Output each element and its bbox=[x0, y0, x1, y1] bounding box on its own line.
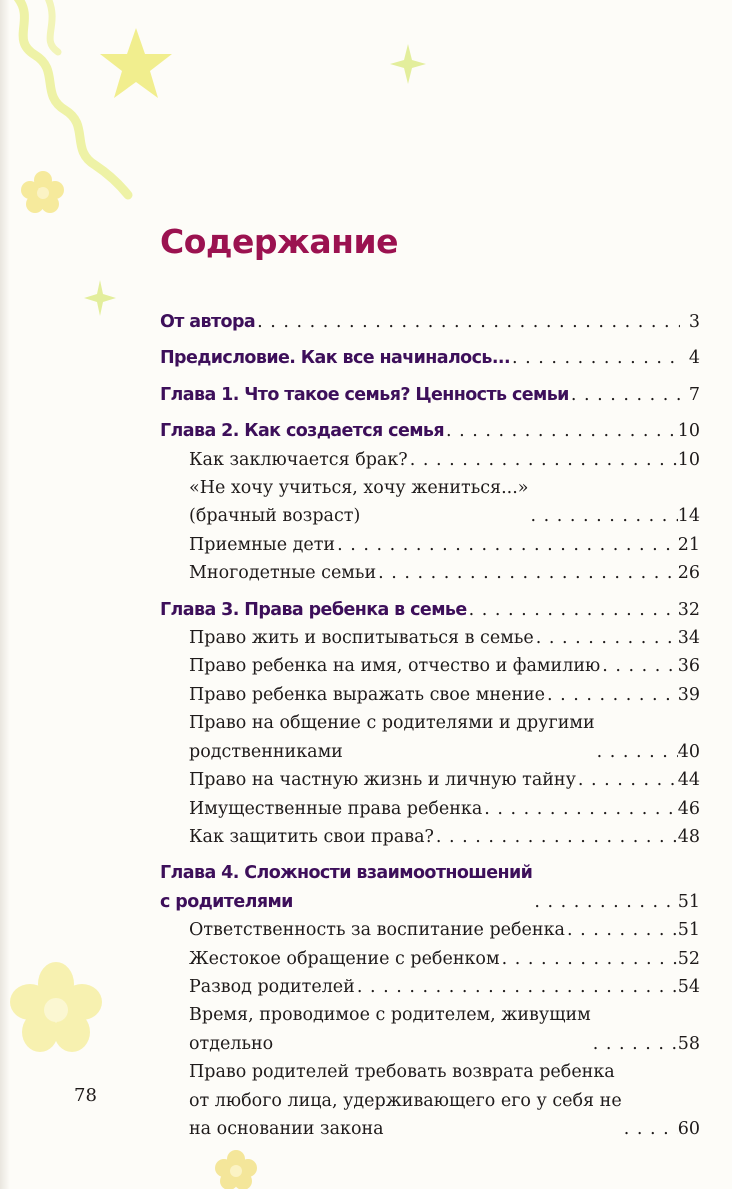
toc-entry-title: Право ребенка на имя, отчество и фамилию bbox=[189, 656, 601, 677]
dot-leader bbox=[434, 823, 678, 851]
toc-section-entry[interactable] bbox=[160, 795, 700, 823]
toc-entry-title: От автора bbox=[160, 312, 256, 332]
toc-page-number: 10 bbox=[677, 421, 700, 442]
toc-chapter-entry[interactable] bbox=[160, 344, 700, 372]
dot-leader bbox=[335, 531, 678, 559]
toc-entry-title: Право родителей требовать возврата ребенка bbox=[189, 1062, 615, 1083]
toc-page-number: 48 bbox=[677, 826, 700, 847]
toc-entry-title: Предисловие. Как все начиналось... bbox=[160, 348, 510, 369]
toc-entry-title: Глава 2. Как создается семья bbox=[160, 421, 445, 442]
toc-entry-title: Многодетные семьи bbox=[189, 563, 377, 584]
dot-leader bbox=[444, 417, 678, 445]
dot-leader bbox=[532, 888, 677, 916]
toc-page-number: 52 bbox=[677, 948, 700, 969]
toc-entry-title: Приемные дети bbox=[189, 534, 336, 555]
toc-entry-title: Право на частную жизнь и личную тайну bbox=[189, 770, 576, 791]
toc-page-number: 44 bbox=[677, 770, 700, 791]
dot-leader bbox=[408, 446, 678, 474]
flower-decoration-icon bbox=[212, 1148, 260, 1189]
dot-leader bbox=[600, 652, 677, 680]
toc-page-number: 10 bbox=[677, 449, 700, 470]
dot-leader bbox=[355, 973, 678, 1001]
toc-entry-title: «Не хочу учиться, хочу жениться...» bbox=[189, 478, 529, 499]
toc-section-entry[interactable] bbox=[160, 624, 700, 652]
toc-page-number: 34 bbox=[677, 628, 700, 649]
toc-chapter-entry[interactable] bbox=[160, 859, 700, 916]
toc-entry-title: Глава 3. Права ребенка в семье bbox=[160, 599, 467, 620]
dot-leader bbox=[534, 624, 678, 652]
toc-section-entry[interactable] bbox=[160, 531, 700, 559]
flower-decoration-icon bbox=[6, 960, 106, 1058]
toc-section-entry[interactable] bbox=[160, 1001, 700, 1058]
toc-entry-title: с родителями bbox=[160, 891, 293, 912]
dot-leader bbox=[376, 559, 678, 587]
toc-entry-title: на основании закона bbox=[189, 1118, 384, 1139]
dot-leader bbox=[482, 795, 677, 823]
toc-page-number: 46 bbox=[677, 798, 700, 819]
toc-entry-title: Глава 4. Сложности взаимоотношений bbox=[160, 863, 533, 884]
toc-entry-title: Право ребенка выражать свое мнение bbox=[189, 684, 546, 705]
toc-page-number: 54 bbox=[677, 976, 700, 997]
toc-page-number: 36 bbox=[677, 656, 700, 677]
toc-page-number: 40 bbox=[677, 741, 700, 762]
toc-section-entry[interactable] bbox=[160, 916, 700, 944]
toc-section-entry[interactable] bbox=[160, 766, 700, 794]
sparkle-decoration-icon bbox=[82, 278, 118, 318]
toc-page-number: 14 bbox=[677, 506, 700, 527]
toc-section-entry[interactable] bbox=[160, 559, 700, 587]
toc-entry-title: Право жить и воспитываться в семье bbox=[189, 628, 534, 649]
toc-page-number: 3 bbox=[688, 312, 700, 332]
toc-page-number: 60 bbox=[677, 1118, 700, 1139]
page-number: 78 bbox=[74, 1085, 97, 1106]
toc-page-number: 26 bbox=[677, 563, 700, 584]
toc-chapter-entry[interactable] bbox=[160, 596, 700, 624]
toc-entry-title: (брачный возраст) bbox=[189, 506, 361, 527]
toc-page-number: 39 bbox=[677, 684, 700, 705]
toc-page-number: 51 bbox=[677, 920, 700, 941]
toc-page-number: 4 bbox=[688, 348, 700, 369]
toc-chapter-entry[interactable] bbox=[160, 308, 700, 336]
toc-section-entry[interactable] bbox=[160, 709, 700, 766]
dot-leader bbox=[255, 308, 680, 336]
toc-entry-title: Как защитить свои права? bbox=[189, 826, 434, 847]
sparkle-decoration-icon bbox=[388, 42, 428, 86]
flower-decoration-icon bbox=[18, 168, 68, 216]
toc-section-entry[interactable] bbox=[160, 474, 700, 531]
dot-leader bbox=[569, 381, 680, 409]
toc-section-entry[interactable] bbox=[160, 973, 700, 1001]
toc-section-entry[interactable] bbox=[160, 446, 700, 474]
dot-leader bbox=[545, 681, 678, 709]
toc-section-entry[interactable] bbox=[160, 823, 700, 851]
toc-entry-title: Жестокое обращение с ребенком bbox=[189, 948, 500, 969]
dot-leader bbox=[595, 738, 678, 766]
toc-section-entry[interactable] bbox=[160, 681, 700, 709]
dot-leader bbox=[467, 596, 678, 624]
toc-entry-title: Имущественные права ребенка bbox=[189, 798, 483, 819]
page-title: Содержание bbox=[160, 222, 398, 261]
toc-entry-title: отдельно bbox=[189, 1033, 274, 1054]
star-decoration-icon bbox=[96, 24, 176, 104]
toc-entry-title: Как заключается брак? bbox=[189, 449, 408, 470]
toc-page-number: 7 bbox=[688, 384, 700, 405]
dot-leader bbox=[500, 945, 678, 973]
toc-entry-title: родственниками bbox=[189, 741, 343, 762]
toc-entry-title: Время, проводимое с родителем, живущим bbox=[189, 1005, 591, 1026]
toc-section-entry[interactable] bbox=[160, 1058, 700, 1143]
toc-page-number: 58 bbox=[677, 1033, 700, 1054]
dot-leader bbox=[529, 502, 678, 530]
toc-page-number: 32 bbox=[677, 599, 700, 620]
dot-leader bbox=[622, 1115, 678, 1143]
toc-entry-title: Право на общение с родителями и другими bbox=[189, 713, 595, 734]
dot-leader bbox=[576, 766, 678, 794]
toc-chapter-entry[interactable] bbox=[160, 417, 700, 445]
toc-entry-title: от любого лица, удерживающего его у себя не bbox=[189, 1090, 622, 1111]
table-of-contents bbox=[160, 308, 700, 1143]
toc-entry-title: Развод родителей bbox=[189, 976, 355, 997]
dot-leader bbox=[510, 344, 680, 372]
toc-page-number: 21 bbox=[677, 534, 700, 555]
toc-entry-title: Глава 1. Что такое семья? Ценность семьи bbox=[160, 384, 569, 405]
toc-section-entry[interactable] bbox=[160, 652, 700, 680]
toc-section-entry[interactable] bbox=[160, 945, 700, 973]
toc-page-number: 51 bbox=[677, 891, 700, 912]
dot-leader bbox=[591, 1030, 678, 1058]
toc-chapter-entry[interactable] bbox=[160, 381, 700, 409]
toc-entry-title: Ответственность за воспитание ребенка bbox=[189, 920, 565, 941]
dot-leader bbox=[565, 916, 678, 944]
